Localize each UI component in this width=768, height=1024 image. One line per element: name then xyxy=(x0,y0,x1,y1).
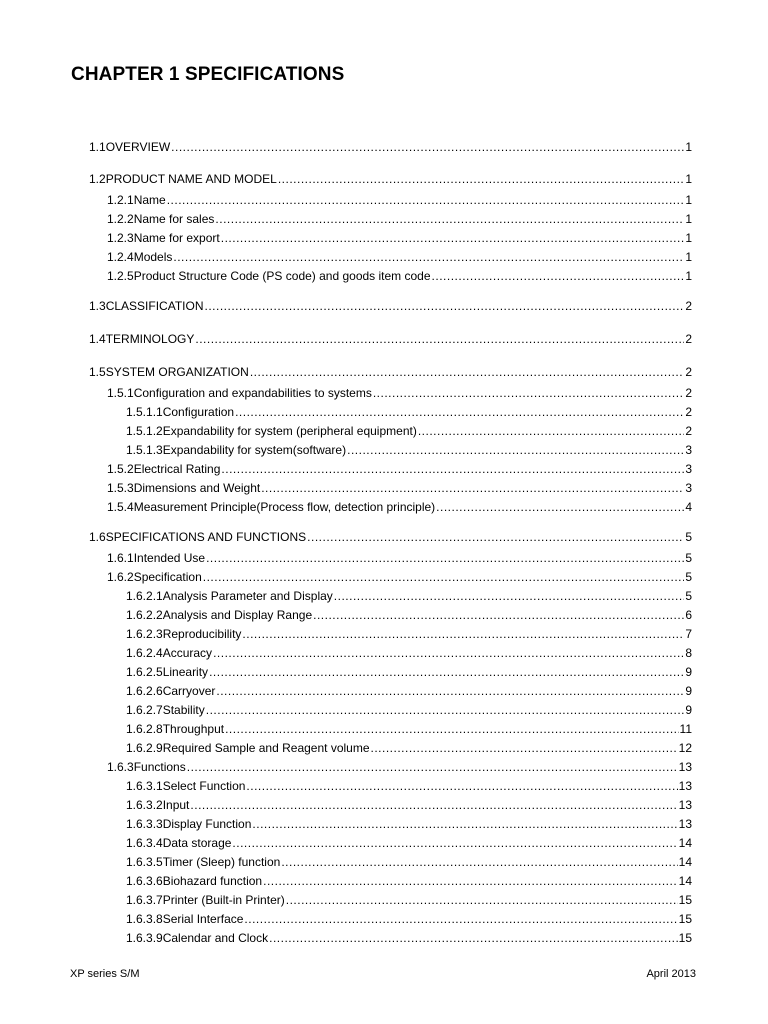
toc-entry-page: 15 xyxy=(678,912,692,926)
dot-leader xyxy=(206,702,685,718)
dot-leader xyxy=(190,797,677,813)
toc-entry-page: 8 xyxy=(685,646,692,660)
dot-leader xyxy=(244,911,677,927)
toc-entry-page: 15 xyxy=(678,893,692,907)
toc-entry[interactable] xyxy=(126,645,692,661)
toc-entry-page: 13 xyxy=(678,760,692,774)
toc-entry-label: Product Structure Code (PS code) and goods item code xyxy=(133,269,431,283)
dot-leader xyxy=(252,816,677,832)
toc-entry-label: Linearity xyxy=(162,665,209,679)
toc-entry-label: Expandability for system (peripheral equipment) xyxy=(162,424,417,438)
toc-entry-label: Electrical Rating xyxy=(133,462,221,476)
toc-entry[interactable] xyxy=(126,721,692,737)
toc-entry[interactable] xyxy=(126,892,692,908)
dot-leader xyxy=(418,423,684,439)
toc-entry-page: 2 xyxy=(685,365,692,379)
toc-entry-label: Reproducibility xyxy=(162,627,242,641)
toc-entry-number: 1.6.3.9 xyxy=(126,931,163,945)
toc-entry-label: Name xyxy=(133,193,166,207)
toc-entry[interactable] xyxy=(126,816,692,832)
dot-leader xyxy=(334,588,685,604)
toc-entry-page: 3 xyxy=(685,443,692,457)
toc-entry-label: Dimensions and Weight xyxy=(133,481,261,495)
toc-entry-number: 1.6.3.6 xyxy=(126,874,163,888)
toc-entry-label: Intended Use xyxy=(133,551,206,565)
toc-entry-number: 1.2.4 xyxy=(107,250,134,264)
toc-entry-number: 1.6.2.4 xyxy=(126,646,163,660)
toc-entry-label: Timer (Sleep) function xyxy=(162,855,281,869)
dot-leader xyxy=(232,835,677,851)
dot-leader xyxy=(167,192,685,208)
toc-entry-label: Models xyxy=(133,250,173,264)
toc-entry-page: 5 xyxy=(685,530,692,544)
toc-entry-number: 1.6.2.8 xyxy=(126,722,163,736)
toc-entry-page: 9 xyxy=(685,703,692,717)
toc-entry-page: 5 xyxy=(685,570,692,584)
toc-entry[interactable] xyxy=(107,268,692,284)
toc-entry[interactable] xyxy=(126,626,692,642)
dot-leader xyxy=(203,569,685,585)
toc-entry[interactable] xyxy=(126,740,692,756)
toc-entry[interactable] xyxy=(126,404,692,420)
toc-entry-page: 3 xyxy=(685,462,692,476)
toc-entry-number: 1.6 xyxy=(89,530,106,544)
toc-entry-label: Required Sample and Reagent volume xyxy=(162,741,370,755)
toc-entry-number: 1.6.3.2 xyxy=(126,798,163,812)
toc-entry[interactable] xyxy=(126,911,692,927)
toc-entry-number: 1.1 xyxy=(89,140,106,154)
dot-leader xyxy=(436,499,684,515)
toc-entry[interactable] xyxy=(126,588,692,604)
toc-entry-number: 1.6.1 xyxy=(107,551,134,565)
dot-leader xyxy=(281,854,677,870)
dot-leader xyxy=(307,529,684,545)
toc-entry-label: Select Function xyxy=(162,779,246,793)
toc-entry-number: 1.6.3.1 xyxy=(126,779,163,793)
dot-leader xyxy=(371,740,678,756)
toc-entry-page: 1 xyxy=(685,172,692,186)
dot-leader xyxy=(278,171,684,187)
toc-entry-page: 14 xyxy=(678,855,692,869)
toc-entry-page: 1 xyxy=(685,231,692,245)
toc-entry-label: Name for export xyxy=(133,231,220,245)
toc-entry-number: 1.5.1.1 xyxy=(126,405,163,419)
dot-leader xyxy=(206,550,684,566)
dot-leader xyxy=(261,480,684,496)
footer-date: April 2013 xyxy=(646,968,696,980)
toc-entry-label: OVERVIEW xyxy=(105,140,171,154)
toc-entry-label: Carryover xyxy=(162,684,216,698)
toc-entry[interactable] xyxy=(126,423,692,439)
dot-leader xyxy=(250,364,685,380)
toc-entry-number: 1.2.2 xyxy=(107,212,134,226)
dot-leader xyxy=(221,230,685,246)
dot-leader xyxy=(313,607,684,623)
dot-leader xyxy=(225,721,678,737)
toc-entry-page: 6 xyxy=(685,608,692,622)
toc-entry-label: SYSTEM ORGANIZATION xyxy=(105,365,249,379)
toc-entry-number: 1.6.2.9 xyxy=(126,741,163,755)
toc-entry-label: Functions xyxy=(133,760,186,774)
toc-entry-label: Expandability for system(software) xyxy=(162,443,347,457)
toc-entry-number: 1.6.2.3 xyxy=(126,627,163,641)
toc-entry-page: 2 xyxy=(685,332,692,346)
toc-entry-page: 1 xyxy=(685,212,692,226)
toc-entry-label: Analysis and Display Range xyxy=(162,608,313,622)
dot-leader xyxy=(242,626,684,642)
toc-entry-page: 15 xyxy=(678,931,692,945)
toc-entry-label: Measurement Principle(Process flow, detection principle) xyxy=(133,500,436,514)
toc-entry[interactable] xyxy=(126,702,692,718)
toc-entry-label: Input xyxy=(162,798,190,812)
toc-entry-number: 1.5.4 xyxy=(107,500,134,514)
toc-entry[interactable] xyxy=(107,249,692,265)
toc-entry-label: Biohazard function xyxy=(162,874,263,888)
toc-entry-page: 1 xyxy=(685,269,692,283)
toc-entry-number: 1.5.1 xyxy=(107,386,134,400)
dot-leader xyxy=(213,645,684,661)
dot-leader xyxy=(347,442,684,458)
toc-entry-page: 1 xyxy=(685,250,692,264)
toc-entry-page: 13 xyxy=(678,779,692,793)
toc-entry[interactable] xyxy=(107,461,692,477)
toc-entry-page: 2 xyxy=(685,386,692,400)
toc-entry[interactable] xyxy=(126,873,692,889)
dot-leader xyxy=(173,249,684,265)
toc-entry-label: Throughput xyxy=(162,722,225,736)
dot-leader xyxy=(215,211,684,227)
toc-entry[interactable] xyxy=(126,930,692,946)
footer-document-name: XP series S/M xyxy=(70,968,140,980)
toc-entry-number: 1.6.3.5 xyxy=(126,855,163,869)
dot-leader xyxy=(204,298,684,314)
toc-entry-page: 7 xyxy=(685,627,692,641)
toc-entry-number: 1.6.3 xyxy=(107,760,134,774)
toc-entry-number: 1.2.5 xyxy=(107,269,134,283)
toc-entry[interactable] xyxy=(89,139,692,155)
toc-entry-page: 13 xyxy=(678,817,692,831)
toc-entry-number: 1.2.3 xyxy=(107,231,134,245)
toc-entry[interactable] xyxy=(126,835,692,851)
toc-entry-label: Calendar and Clock xyxy=(162,931,269,945)
toc-entry-label: TERMINOLOGY xyxy=(105,332,195,346)
toc-entry-number: 1.6.3.8 xyxy=(126,912,163,926)
toc-entry-label: Configuration xyxy=(162,405,235,419)
toc-entry-page: 4 xyxy=(685,500,692,514)
toc-entry-label: Analysis Parameter and Display xyxy=(162,589,333,603)
toc-entry-number: 1.2.1 xyxy=(107,193,134,207)
toc-entry-page: 3 xyxy=(685,481,692,495)
toc-entry-page: 9 xyxy=(685,665,692,679)
toc-entry-page: 1 xyxy=(685,193,692,207)
toc-entry[interactable] xyxy=(126,778,692,794)
toc-entry-label: Stability xyxy=(162,703,205,717)
toc-entry[interactable] xyxy=(107,211,692,227)
toc-entry[interactable] xyxy=(126,683,692,699)
toc-entry-page: 12 xyxy=(678,741,692,755)
toc-entry[interactable] xyxy=(126,607,692,623)
toc-entry[interactable] xyxy=(107,499,692,515)
toc-entry-number: 1.5.1.3 xyxy=(126,443,163,457)
toc-entry[interactable] xyxy=(89,331,692,347)
toc-entry-page: 2 xyxy=(685,299,692,313)
toc-entry-label: PRODUCT NAME AND MODEL xyxy=(105,172,277,186)
toc-entry-page: 5 xyxy=(685,551,692,565)
dot-leader xyxy=(286,892,678,908)
dot-leader xyxy=(246,778,677,794)
toc-entry-number: 1.5 xyxy=(89,365,106,379)
toc-entry-page: 13 xyxy=(678,798,692,812)
toc-entry-number: 1.6.3.4 xyxy=(126,836,163,850)
toc-entry[interactable] xyxy=(126,797,692,813)
toc-entry-number: 1.6.3.7 xyxy=(126,893,163,907)
toc-entry-label: Specification xyxy=(133,570,202,584)
toc-entry-number: 1.2 xyxy=(89,172,106,186)
toc-entry[interactable] xyxy=(107,385,692,401)
dot-leader xyxy=(221,461,684,477)
toc-entry-number: 1.3 xyxy=(89,299,106,313)
toc-entry-number: 1.6.2.7 xyxy=(126,703,163,717)
toc-entry-page: 5 xyxy=(685,589,692,603)
toc-entry-label: Configuration and expandabilities to systems xyxy=(133,386,372,400)
dot-leader xyxy=(235,404,684,420)
toc-entry-number: 1.5.3 xyxy=(107,481,134,495)
dot-leader xyxy=(216,683,684,699)
dot-leader xyxy=(171,139,684,155)
toc-entry-number: 1.6.2.5 xyxy=(126,665,163,679)
toc-entry-page: 2 xyxy=(685,405,692,419)
dot-leader xyxy=(195,331,684,347)
toc-entry[interactable] xyxy=(126,854,692,870)
toc-entry-label: Name for sales xyxy=(133,212,215,226)
toc-entry-number: 1.5.1.2 xyxy=(126,424,163,438)
toc-entry-number: 1.6.2 xyxy=(107,570,134,584)
toc-entry[interactable] xyxy=(107,192,692,208)
toc-entry-page: 2 xyxy=(685,424,692,438)
toc-entry[interactable] xyxy=(89,298,692,314)
toc-entry-page: 11 xyxy=(679,722,692,736)
toc-entry-label: SPECIFICATIONS AND FUNCTIONS xyxy=(105,530,307,544)
toc-entry[interactable] xyxy=(107,550,692,566)
toc-entry-number: 1.4 xyxy=(89,332,106,346)
toc-entry-page: 14 xyxy=(678,874,692,888)
dot-leader xyxy=(209,664,684,680)
toc-entry-label: Serial Interface xyxy=(162,912,244,926)
toc-entry[interactable] xyxy=(89,529,692,545)
toc-entry-number: 1.6.2.6 xyxy=(126,684,163,698)
toc-entry-label: Printer (Built-in Printer) xyxy=(162,893,285,907)
dot-leader xyxy=(269,930,678,946)
toc-entry[interactable] xyxy=(107,759,692,775)
toc-entry[interactable] xyxy=(107,480,692,496)
toc-entry-number: 1.5.2 xyxy=(107,462,134,476)
toc-entry-number: 1.6.2.1 xyxy=(126,589,163,603)
toc-entry[interactable] xyxy=(89,171,692,187)
toc-entry-page: 9 xyxy=(685,684,692,698)
toc-entry-page: 14 xyxy=(678,836,692,850)
toc-entry[interactable] xyxy=(107,569,692,585)
toc-entry-label: Data storage xyxy=(162,836,232,850)
toc-entry[interactable] xyxy=(126,664,692,680)
toc-entry-label: CLASSIFICATION xyxy=(105,299,204,313)
dot-leader xyxy=(187,759,678,775)
dot-leader xyxy=(432,268,685,284)
dot-leader xyxy=(373,385,684,401)
toc-entry-number: 1.6.2.2 xyxy=(126,608,163,622)
toc-entry-number: 1.6.3.3 xyxy=(126,817,163,831)
toc-entry-label: Accuracy xyxy=(162,646,213,660)
toc-entry[interactable] xyxy=(89,364,692,380)
toc-entry-page: 1 xyxy=(685,140,692,154)
toc-entry-label: Display Function xyxy=(162,817,252,831)
dot-leader xyxy=(263,873,678,889)
chapter-title: CHAPTER 1 SPECIFICATIONS xyxy=(71,64,345,85)
toc-entry[interactable] xyxy=(126,442,692,458)
toc-entry[interactable] xyxy=(107,230,692,246)
